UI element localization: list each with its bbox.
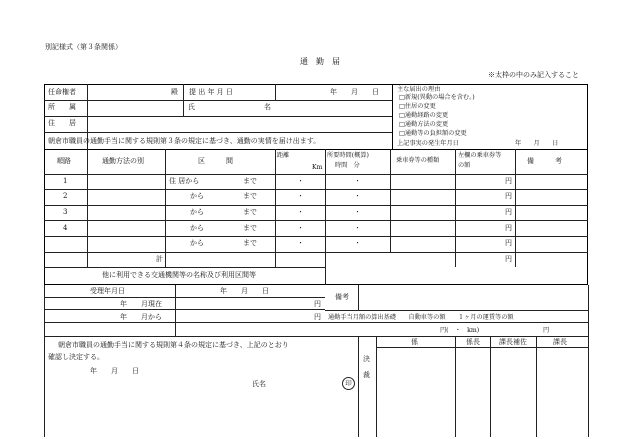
time-dot: ・ bbox=[354, 192, 361, 200]
section-to: まで bbox=[243, 192, 257, 200]
distance-dot: ・ bbox=[297, 224, 304, 232]
distance-dot: ・ bbox=[297, 208, 304, 216]
total-label: 計 bbox=[156, 255, 163, 263]
decision-text-2: 確認し決定する。 bbox=[48, 353, 104, 361]
section-from: から bbox=[190, 208, 204, 216]
time-dot: ・ bbox=[354, 208, 361, 216]
reason-item-route[interactable]: □通勤経路の変更 bbox=[399, 112, 449, 119]
fill-note: ※太枠の中のみ記入すること bbox=[488, 71, 579, 79]
section-to: まで bbox=[243, 224, 257, 232]
appointer-suffix: 殿 bbox=[171, 88, 178, 96]
yen-unit: 円 bbox=[505, 192, 512, 200]
distance-dot: ・ bbox=[297, 239, 304, 247]
received-label: 受理年月日 bbox=[90, 287, 125, 295]
yen-unit: 円 bbox=[505, 239, 512, 247]
reason-title: 主な届出の理由 bbox=[397, 86, 441, 93]
submit-date-label: 提 出 年 月 日 bbox=[189, 88, 233, 96]
address-label: 住 居 bbox=[48, 119, 76, 127]
approval-mark-bottom: 裁 bbox=[363, 371, 370, 379]
current-month-label: 年 月現在 bbox=[120, 300, 162, 308]
route-no: 4 bbox=[63, 224, 68, 232]
reason-item-method[interactable]: □通勤方法の変更 bbox=[399, 121, 449, 128]
lower-remarks-label: 備考 bbox=[335, 293, 349, 301]
calc-basis-yen2: 円 bbox=[543, 327, 550, 334]
time-dot: ・ bbox=[354, 239, 361, 247]
seal-mark: 印 bbox=[342, 377, 355, 390]
from-month-label: 年 月から bbox=[120, 313, 162, 321]
decision-text: 朝倉市職員の通勤手当に関する規則第４条の規定に基づき、上記のとおり bbox=[58, 341, 289, 349]
occurrence-label: 上記事実の発生年月日 bbox=[397, 140, 459, 147]
yen-unit: 円 bbox=[505, 177, 512, 185]
form-title: 通 勤 届 bbox=[300, 57, 340, 66]
dept-label: 所 属 bbox=[48, 103, 76, 111]
staff-deputy: 課長補佐 bbox=[499, 338, 527, 346]
received-date[interactable]: 年 月 日 bbox=[220, 287, 269, 295]
staff-manager: 課長 bbox=[553, 338, 567, 346]
calc-basis-label: 通勤手当月額の算出基礎 自動車等の額 １ヶ月の運賃等の額 bbox=[328, 314, 514, 321]
col-time: 所要時間(概算) bbox=[327, 152, 369, 159]
name-prefix: 氏 bbox=[188, 103, 195, 111]
col-ticket-amount: 左欄の乗車券等 bbox=[458, 152, 502, 159]
col-section: 区 間 bbox=[198, 157, 233, 165]
appointer-label: 任命権者 bbox=[48, 88, 76, 96]
decision-date[interactable]: 年 月 日 bbox=[90, 367, 139, 375]
section-from: から bbox=[190, 192, 204, 200]
section-to: まで bbox=[243, 208, 257, 216]
section-to: まで bbox=[243, 177, 257, 185]
reason-item-burden[interactable]: □通勤等の負担額の変更 bbox=[399, 130, 467, 137]
total-yen: 円 bbox=[505, 255, 512, 263]
col-route: 順路 bbox=[57, 157, 71, 165]
staff-clerk: 係 bbox=[411, 338, 418, 346]
col-ticket-amount-b: の額 bbox=[458, 162, 471, 169]
time-dot: ・ bbox=[354, 177, 361, 185]
approval-mark-top: 決 bbox=[363, 355, 370, 363]
col-time-units: 時間 分 bbox=[335, 162, 360, 169]
distance-dot: ・ bbox=[297, 177, 304, 185]
decision-name-label: 氏名 bbox=[252, 380, 266, 388]
statement-text: 朝倉市職員の通勤手当に関する規則第３条の規定に基づき、通勤の実情を届け出ます。 bbox=[48, 137, 321, 145]
yen-unit: 円 bbox=[505, 208, 512, 216]
route-no: 2 bbox=[63, 192, 68, 200]
distance-dot: ・ bbox=[297, 192, 304, 200]
calc-basis-yen: 円( ・ km) bbox=[440, 327, 480, 334]
staff-chief: 係長 bbox=[466, 338, 480, 346]
occurrence-date[interactable]: 年 月 日 bbox=[515, 140, 559, 147]
form-id: 別記様式（第３条関係） bbox=[45, 43, 122, 51]
section-to: まで bbox=[243, 239, 257, 247]
section-from: から bbox=[190, 224, 204, 232]
section-from: から bbox=[190, 239, 204, 247]
other-transport-label: 他に利用できる交通機関等の名称及び利用区間等 bbox=[102, 271, 256, 279]
reason-item-address[interactable]: □住居の変更 bbox=[399, 103, 436, 110]
name-suffix: 名 bbox=[264, 103, 271, 111]
col-distance: 距離 bbox=[277, 152, 290, 159]
section-from: 住 居から bbox=[169, 177, 200, 185]
current-month-yen: 円 bbox=[314, 300, 321, 308]
reason-item-new[interactable]: □新規(異動の場合を含む。) bbox=[399, 94, 475, 101]
yen-unit: 円 bbox=[505, 224, 512, 232]
col-distance-unit: Km bbox=[312, 164, 323, 171]
col-method: 通勤方法の別 bbox=[102, 157, 144, 165]
col-remarks: 備 考 bbox=[527, 157, 562, 165]
from-month-yen: 円 bbox=[314, 313, 321, 321]
route-no: 1 bbox=[63, 177, 68, 185]
route-no: 3 bbox=[63, 208, 68, 216]
col-ticket: 乗車券等の種類 bbox=[396, 157, 440, 164]
time-dot: ・ bbox=[354, 224, 361, 232]
submit-date-fields[interactable]: 年 月 日 bbox=[330, 88, 379, 96]
